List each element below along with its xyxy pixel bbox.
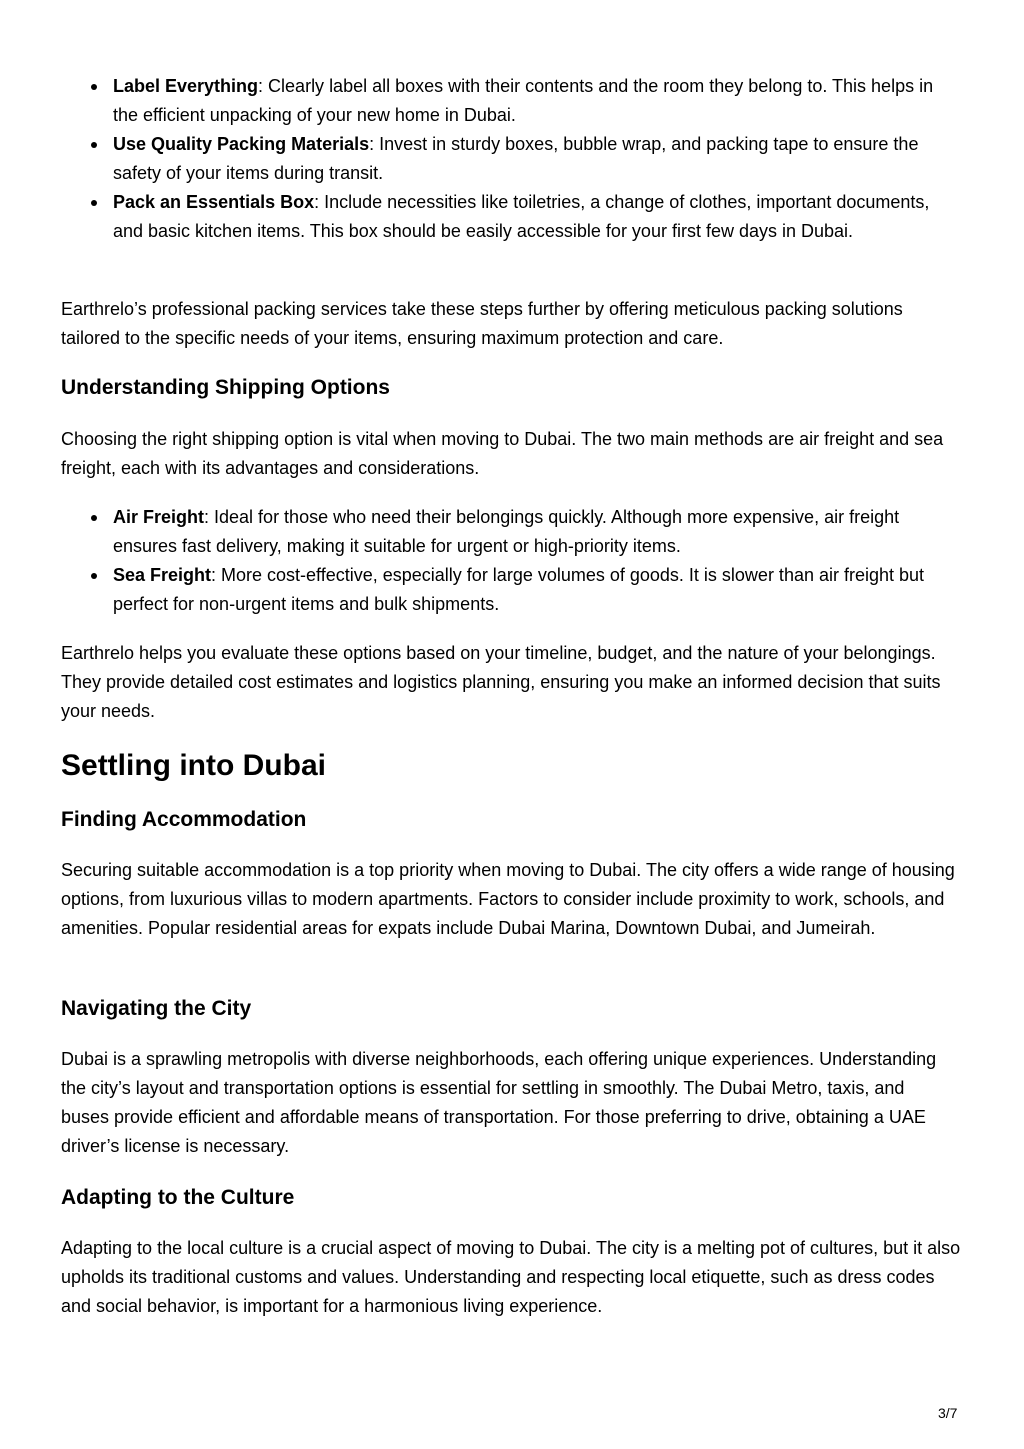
bullet-icon bbox=[91, 573, 97, 579]
settling-heading: Settling into Dubai bbox=[61, 749, 326, 782]
packing-tips-list bbox=[61, 72, 961, 246]
accommodation-text: Securing suitable accommodation is a top priority when moving to Dubai. The city offers a wide range of housing options, from luxurious villas to modern apartments. Factors to consider include proximity to work, schools, and amenities. Popular residential areas for expats include Dubai Marina, Downtown Dubai, and Jumeirah. bbox=[61, 860, 955, 938]
accommodation-heading: Finding Accommodation bbox=[61, 808, 307, 831]
list-item bbox=[61, 561, 961, 619]
list-item-desc: : Ideal for those who need their belongings quickly. Although more expensive, air freight ensures fast delivery, making it suitable for urgent or high-priority items. bbox=[113, 507, 900, 556]
shipping-options-list bbox=[61, 503, 961, 619]
bullet-icon bbox=[91, 84, 97, 90]
list-item-desc: : Include necessities like toiletries, a change of clothes, important documents, and basic kitchen items. This box should be easily accessible for your first few days in Dubai. bbox=[113, 192, 930, 241]
list-item-term: Air Freight bbox=[113, 507, 205, 527]
culture-text: Adapting to the local culture is a crucial aspect of moving to Dubai. The city is a melting pot of cultures, but it also upholds its traditional customs and values. Understanding and respecting local etiquette, such as dress codes and social behavior, is important for a harmonious living experience. bbox=[61, 1238, 961, 1316]
list-item-desc: : More cost-effective, especially for large volumes of goods. It is slower than air freight but perfect for non-urgent items and bulk shipments. bbox=[113, 565, 925, 614]
list-item-term: Sea Freight bbox=[113, 565, 212, 585]
page-number: 3/7 bbox=[938, 1405, 958, 1421]
list-item-desc: : Clearly label all boxes with their contents and the room they belong to. This helps in the efficient unpacking of your new home in Dubai. bbox=[113, 76, 934, 125]
culture-heading: Adapting to the Culture bbox=[61, 1186, 295, 1209]
list-item-term: Use Quality Packing Materials bbox=[113, 134, 370, 154]
shipping-heading: Understanding Shipping Options bbox=[61, 376, 390, 399]
navigating-heading: Navigating the City bbox=[61, 997, 252, 1020]
bullet-icon bbox=[91, 142, 97, 148]
shipping-intro: Choosing the right shipping option is vital when moving to Dubai. The two main methods are air freight and sea freight, each with its advantages and considerations. bbox=[61, 429, 944, 478]
list-item bbox=[61, 130, 961, 188]
list-item bbox=[61, 188, 961, 246]
list-item bbox=[61, 72, 961, 130]
list-item-desc: : Invest in sturdy boxes, bubble wrap, and packing tape to ensure the safety of your items during transit. bbox=[113, 134, 919, 183]
list-item-term: Pack an Essentials Box bbox=[113, 192, 315, 212]
bullet-icon bbox=[91, 200, 97, 206]
shipping-summary: Earthrelo helps you evaluate these options based on your timeline, budget, and the nature of your belongings. They provide detailed cost estimates and logistics planning, ensuring you make an informed decision that suits your needs. bbox=[61, 643, 941, 721]
list-item bbox=[61, 503, 961, 561]
packing-summary: Earthrelo’s professional packing services take these steps further by offering meticulous packing solutions tailored to the specific needs of your items, ensuring maximum protection and care. bbox=[61, 299, 903, 348]
bullet-icon bbox=[91, 515, 97, 521]
navigating-text: Dubai is a sprawling metropolis with diverse neighborhoods, each offering unique experiences. Understanding the city’s layout and transportation options is essential for settling in smoothly. The Dubai Metro, taxis, and buses provide efficient and affordable means of transportation. For those preferring to drive, obtaining a UAE driver’s license is necessary. bbox=[61, 1049, 937, 1156]
list-item-term: Label Everything bbox=[113, 76, 259, 96]
